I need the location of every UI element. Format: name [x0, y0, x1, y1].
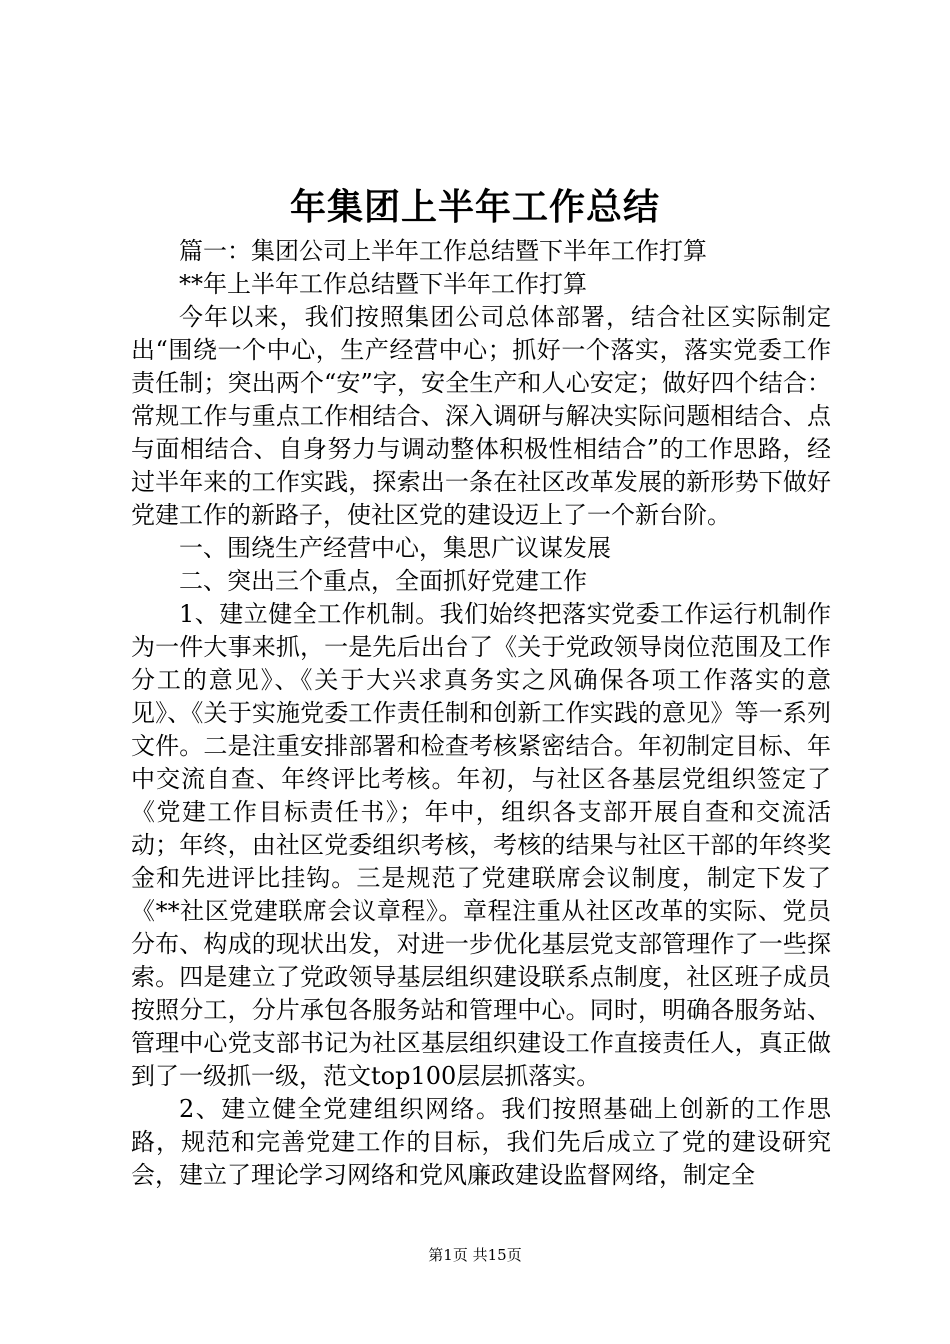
document-title: 年集团上半年工作总结 — [289, 187, 660, 228]
paragraph: 篇一：集团公司上半年工作总结暨下半年工作打算 — [179, 237, 707, 265]
paragraph: 二、突出三个重点，全面抓好党建工作 — [179, 567, 587, 595]
paragraph: 一、围绕生产经营中心，集思广议谋发展 — [179, 534, 611, 562]
paragraph: 1、建立健全工作机制。我们始终把落实党委工作运行机制作为一件大事来抓，一是先后出台了《关于党政领导岗位范围及工作分工的意见》、《关于大兴求真务实之风确保各项工作落实的意见》、《关于实施党委工作责任制和创新工作实践的意见》等一系列文件。二是注重安排部署和检查考核紧密结合。年初制定目标、年中交流自查、年终评比考核。年初，与社区各基层党组织签定了《党建工作目标责任书》；年中，组织各支部开展自查和交流活动；年终，由社区党委组织考核，考核的结果与社区干部的年终奖金和先进评比挂钩。三是规范了党建联席会议制度，制定下发了《**社区党建联席会议章程》。章程注重从社区改革的实际、党员分布、构成的现状出发，对进一步优化基层党支部管理作了一些探索。四是建立了党政领导基层组织建设联系点制度，社区班子成员按照分工，分片承包各服务站和管理中心。同时，明确各服务站、管理中心党支部书记为社区基层组织建设工作直接责任人，真正做到了一级抓一级，范文top100层层抓落实。 — [131, 600, 831, 1090]
paragraph: **年上半年工作总结暨下半年工作打算 — [179, 270, 587, 298]
paragraph: 今年以来，我们按照集团公司总体部署，结合社区实际制定出“围绕一个中心，生产经营中心；抓好一个落实，落实党委工作责任制；突出两个“安”字，安全生产和人心安定；做好四个结合：常规工作与重点工作相结合、深入调研与解决实际问题相结合、点与面相结合、自身努力与调动整体积极性相结合”的工作思路，经过半年来的工作实践，探索出一条在社区改革发展的新形势下做好党建工作的新路子，使社区党的建设迈上了一个新台阶。 — [131, 303, 831, 529]
page-number-footer: 第1页 共15页 — [428, 1246, 522, 1264]
paragraph: 2、建立健全党建组织网络。我们按照基础上创新的工作思路，规范和完善党建工作的目标，我们先后成立了党的建设研究会，建立了理论学习网络和党风廉政建设监督网络，制定全 — [131, 1095, 831, 1189]
document-body — [131, 235, 831, 1192]
